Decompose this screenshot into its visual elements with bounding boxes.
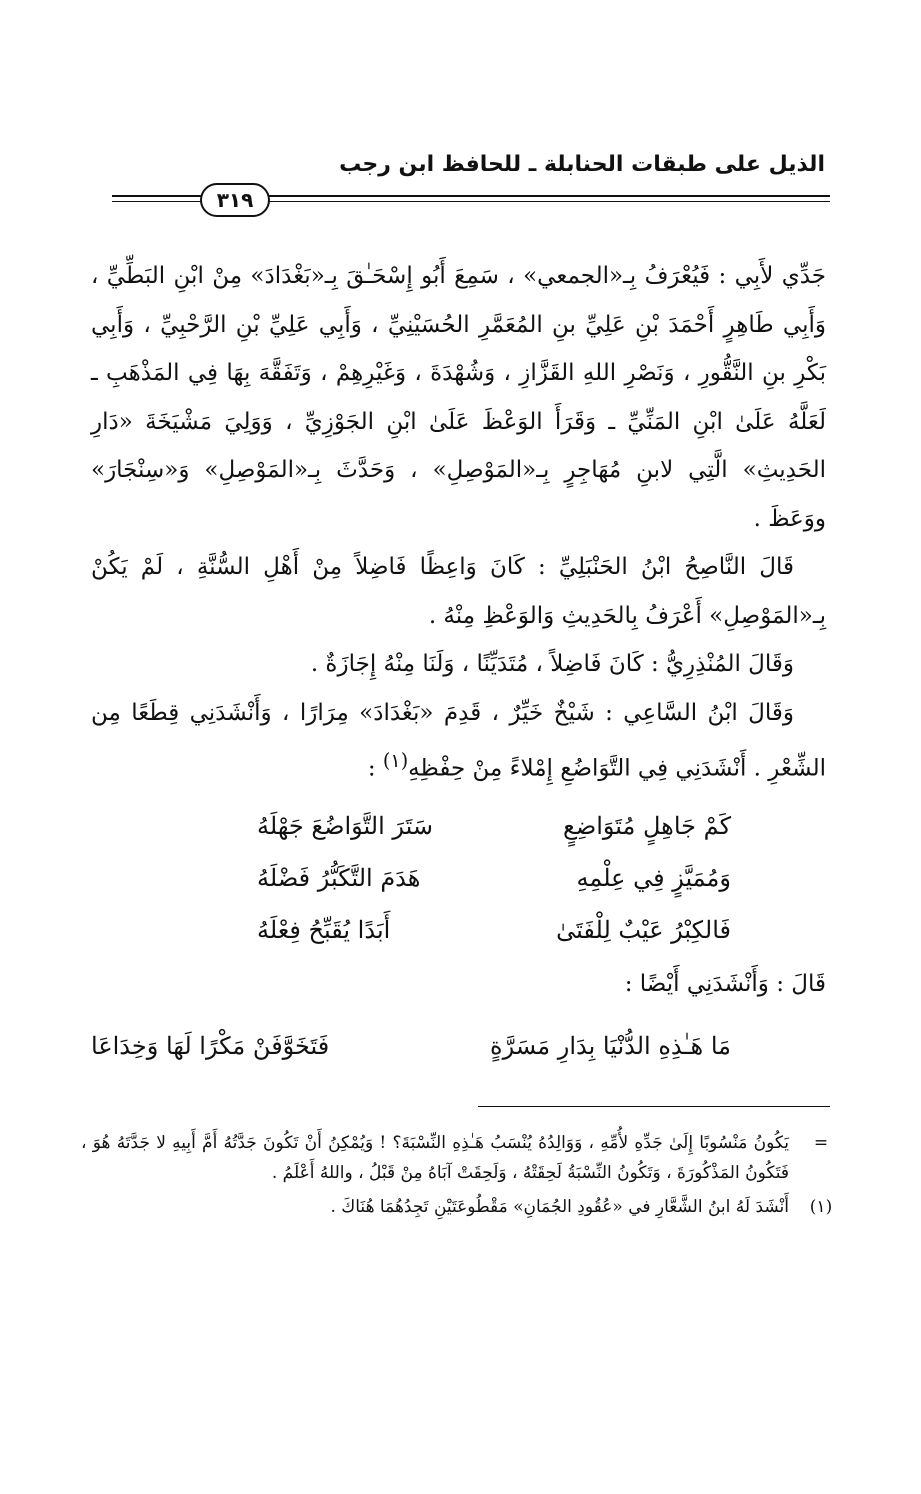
verse-first-hemistich: مَا هَـٰذِهِ الدُّنْيَا بِدَارِ مَسَرَّةٍ <box>490 1032 731 1060</box>
poem-intro: قَالَ : وَأَنْشَدَنِي أَيْضًا : <box>624 971 826 997</box>
verse-second-hemistich: سَتَرَ التَّوَاضُعَ جَهْلَهُ <box>257 812 434 840</box>
poem-verse <box>91 854 826 906</box>
paragraph-2: قَالَ النَّاصِحُ ابْنُ الحَنْبَلِيِّ : كَانَ وَاعِظًا فَاضِلاً مِنْ أَهْلِ السُّنَّةِ ، لَمْ يَكُنْ بِـ«المَوْصِلِ» أَعْرَفُ بِالحَدِيثِ وَالوَعْظِ مِنْهُ . <box>91 554 826 629</box>
verse-first-hemistich: كَمْ جَاهِلٍ مُتَوَاضِعٍ <box>563 812 731 840</box>
body-text <box>91 252 826 793</box>
poem-tawadu <box>91 802 826 958</box>
footnote-text: يَكُونُ مَنْسُوبًا إِلَىٰ جَدِّهِ لأُمِّهِ ، وَوَالِدُهُ يُنْسَبُ هَـٰذِهِ النِّسْبَةَ؟ ! وَيُمْكِنُ أَنْ تَكُونَ جَدَّتُهُ أَمَّ أَبِيهِ لا جَدَّتَهُ هُوَ ، فَتَكُونُ المَذْكُورَةَ ، وَتَكُونُ النِّسْبَةُ لَحِقَتْهُ ، وَلَحِقَتْ آبَاهُ مِنْ قَبْلُ ، واللهُ أَعْلَمُ . <box>81 1133 789 1183</box>
footnote-marker: (١) <box>809 1197 833 1217</box>
paragraph-3: وَقَالَ المُنْذِرِيُّ : كَانَ فَاضِلاً ، مُتَدَيِّنًا ، وَلَنَا مِنْهُ إِجَازَةٌ . <box>310 651 794 677</box>
footnote-separator <box>478 1106 830 1107</box>
verse-first-hemistich: فَالكِبْرُ عَيْبٌ لِلْفَتَىٰ <box>556 916 731 944</box>
poem-dunya <box>91 1022 826 1074</box>
footnotes <box>81 1128 841 1222</box>
verse-second-hemistich: فَتَخَوَّفَنْ مَكْرًا لَهَا وَخِدَاعَا <box>91 1032 330 1060</box>
paragraph-4-tail: : <box>367 755 383 782</box>
paragraph-1: جَدِّي لأَبِي : فَيُعْرَفُ بِـ«الجمعي» ، سَمِعَ أَبُو إِسْحَـٰقَ بِـ«بَغْدَادَ» مِنْ ابْنِ البَطِّيِّ ، وَأَبِي طَاهِرٍ أَحْمَدَ بْنِ عَلِيِّ بنِ المُعَمَّرِ الحُسَيْنِيِّ ، وَأَبِي عَلِيِّ بْنِ الرَّحْبِيِّ ، وَأَبِي بَكْرِ بنِ النَّقُّورِ ، وَنَصْرِ اللهِ القَزَّازِ ، وَشُهْدَةَ ، وَغَيْرِهِمْ ، وَتَفَقَّهَ بِهَا فِي المَذْهَبِ ـ لَعَلَّهُ عَلَىٰ ابْنِ المَنِّيِّ ـ وَقَرَأَ الوَعْظَ عَلَىٰ ابْنِ الجَوْزِيِّ ، وَوَلِيَ مَشْيَخَةَ «دَارِ الحَدِيثِ» الَّتِي لابنِ مُهَاجِرٍ بِـ«المَوْصِلِ» ، وَحَدَّثَ بِـ«المَوْصِلِ» وَ«سِنْجَارَ» ووَعَظَ . <box>91 263 826 532</box>
verse-second-hemistich: أَبَدًا يُقَبِّحُ فِعْلَهُ <box>257 916 391 944</box>
footnote <box>81 1192 841 1222</box>
paragraph-4 <box>91 689 826 794</box>
verse-second-hemistich: هَدَمَ التَّكَبُّرُ فَضْلَهُ <box>257 864 421 892</box>
footnote-text: أَنْشَدَ لَهُ ابنُ الشَّعَّارِ في «عُقُودِ الجُمَانِ» مَقْطُوعَتَيْنِ تَجِدُهُمَا هُنَاكَ . <box>330 1197 789 1217</box>
paragraph-4-text: وَقَالَ ابْنُ السَّاعِي : شَيْخٌ خَيِّرٌ ، قَدِمَ «بَغْدَادَ» مِرَارًا ، وَأَنْشَدَنِي قِطَعًا مِن الشِّعْرِ . أَنْشَدَنِي فِي التَّوَاضُعِ إِمْلاءً مِنْ حِفْظِهِ <box>91 699 826 782</box>
running-title: الذيل على طبقات الحنابلة ـ للحافظ ابن رجب <box>339 152 825 177</box>
page-number: ٣١٩ <box>200 183 270 217</box>
poem-verse <box>91 1022 826 1074</box>
footnote-reference: (١) <box>382 749 409 772</box>
footnote-marker: = <box>813 1133 829 1153</box>
poem-verse <box>91 906 826 958</box>
poem-verse <box>91 802 826 854</box>
verse-first-hemistich: وَمُمَيَّزٍ فِي عِلْمِهِ <box>576 864 731 892</box>
header-rule-left <box>112 195 202 205</box>
footnote <box>81 1128 841 1188</box>
header-rule-right <box>268 195 830 205</box>
